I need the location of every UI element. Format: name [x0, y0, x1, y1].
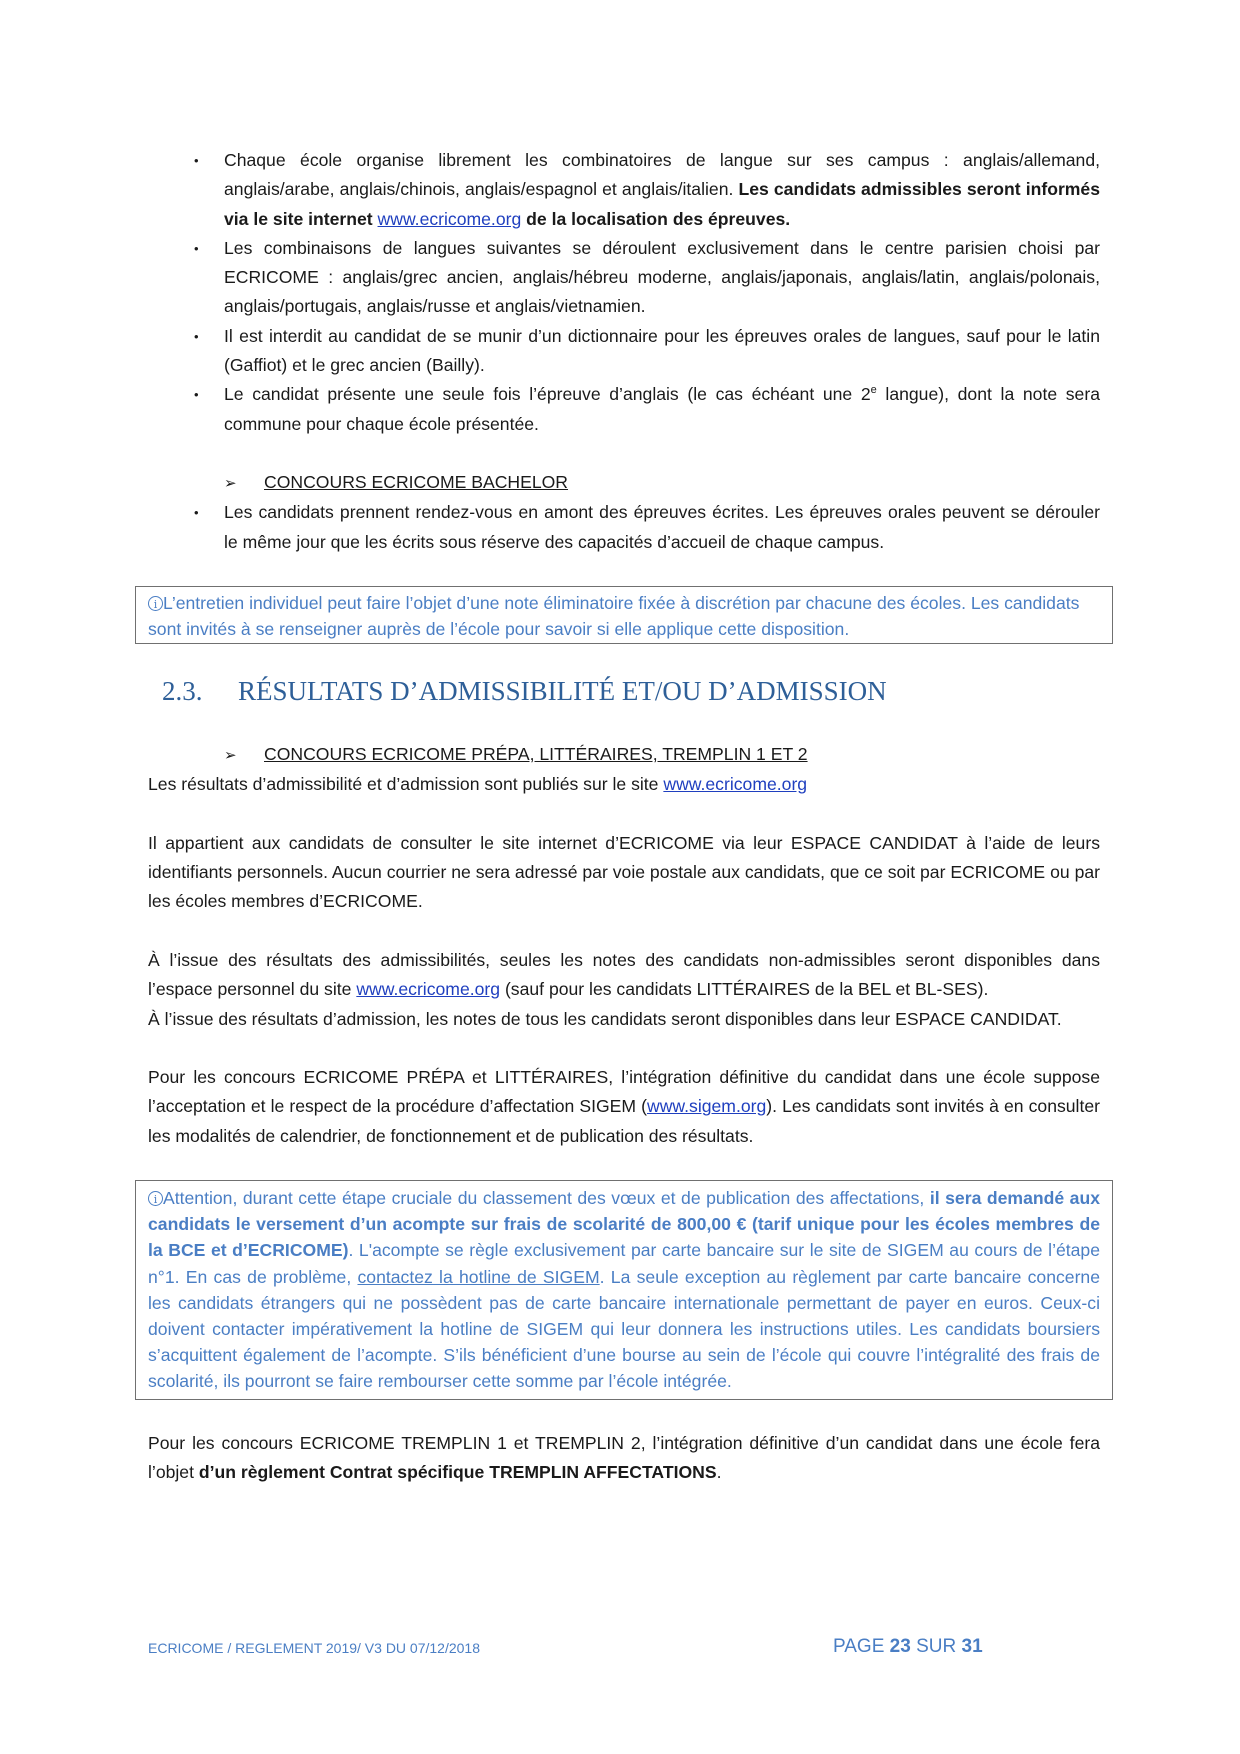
- list-item: • Il est interdit au candidat de se munir d’un dictionnaire pour les épreuves orales de langues, sauf pour le latin (Gaffiot) et le grec ancien (Bailly).: [148, 322, 1100, 381]
- list-item: • Le candidat présente une seule fois l’épreuve d’anglais (le cas échéant une 2e langue), dont la note sera commune pour chaque école présentée.: [148, 380, 1100, 439]
- arrow-bullet-icon: ➢: [224, 474, 237, 492]
- admission-paragraph: À l’issue des résultats d’admission, les notes de tous les candidats seront disponibles dans leur ESPACE CANDIDAT.: [148, 1008, 1062, 1029]
- sigem-hotline-link[interactable]: contactez la hotline de SIGEM: [357, 1266, 600, 1287]
- page-number: PAGE 23 SUR 31: [833, 1636, 983, 1657]
- tremplin-paragraph: Pour les concours ECRICOME TREMPLIN 1 et TREMPLIN 2, l’intégration définitive d’un candidat dans une école fera l’objet d’un règlement Contrat spécifique TREMPLIN AFFECTATIONS.: [148, 1432, 1100, 1483]
- sigem-paragraph: Pour les concours ECRICOME PRÉPA et LITTÉRAIRES, l’intégration définitive du candidat dans une école suppose l’acceptation et le respect de la procédure d’affectation SIGEM (www.sigem.org). Les candidats sont invités à en consulter les modalités de calendrier, de fonctionnement et de publication des résultats.: [148, 1067, 1100, 1146]
- section-number: 2.3.: [162, 675, 203, 706]
- list-item: • Chaque école organise librement les combinatoires de langue sur ses campus : anglais/allemand, anglais/arabe, anglais/chinois, anglais/espagnol et anglais/italien. Les candidats admissibles seront informés via le site internet www.ecricome.org de la localisation des épreuves.: [148, 146, 1100, 234]
- bullet-icon: •: [194, 505, 199, 521]
- info-icon: i: [148, 596, 163, 611]
- bullet-icon: •: [194, 387, 199, 403]
- info-note-entretien: i L’entretien individuel peut faire l’objet d’une note éliminatoire fixée à discrétion par chacune des écoles. Les candidats sont invités à se renseigner auprès de l’école pour savoir si elle applique cette disposition.: [135, 586, 1113, 644]
- ecricome-link[interactable]: www.ecricome.org: [356, 979, 501, 1000]
- espace-candidat-paragraph: Il appartient aux candidats de consulter le site internet d’ECRICOME via leur ESPACE CANDIDAT à l’aide de leurs identifiants personnels. Aucun courrier ne sera adressé par voie postale aux candidats, que ce soit par ECRICOME ou par les écoles membres d’ECRICOME.: [148, 832, 1100, 912]
- prepa-heading: ➢ CONCOURS ECRICOME PRÉPA, LITTÉRAIRES, TREMPLIN 1 ET 2: [148, 740, 1100, 770]
- admissibilite-paragraph: À l’issue des résultats des admissibilités, seules les notes des candidats non-admissibles seront disponibles dans l’espace personnel du site www.ecricome.org (sauf pour les candidats LITTÉRAIRES de la BEL et BL-SES).: [148, 949, 1100, 1000]
- results-paragraph: Les résultats d’admissibilité et d’admission sont publiés sur le site www.ecricome.org: [148, 774, 808, 795]
- sigem-link[interactable]: www.sigem.org: [647, 1096, 767, 1117]
- arrow-bullet-icon: ➢: [224, 746, 237, 764]
- section-title: RÉSULTATS D’ADMISSIBILITÉ ET/OU D’ADMISSION: [238, 675, 887, 706]
- ecricome-link[interactable]: www.ecricome.org: [663, 774, 808, 795]
- footer-reference: ECRICOME / REGLEMENT 2019/ V3 DU 07/12/2018: [148, 1640, 480, 1656]
- bachelor-heading: ➢ CONCOURS ECRICOME BACHELOR: [148, 468, 1100, 498]
- bullet-icon: •: [194, 240, 199, 256]
- list-item: • Les candidats prennent rendez-vous en amont des épreuves écrites. Les épreuves orales peuvent se dérouler le même jour que les écrits sous réserve des capacités d’accueil de chaque campus.: [148, 498, 1100, 557]
- section-heading: [162, 674, 1100, 708]
- language-bullets: [148, 146, 1100, 439]
- list-item: • Les combinaisons de langues suivantes se déroulent exclusivement dans le centre parisien choisi par ECRICOME : anglais/grec ancien, anglais/hébreu moderne, anglais/japonais, anglais/latin, anglais/polonais, anglais/portugais, anglais/russe et anglais/vietnamien.: [148, 234, 1100, 322]
- page-footer: [148, 1636, 998, 1660]
- bullet-icon: •: [194, 153, 199, 168]
- info-note-acompte: i Attention, durant cette étape cruciale du classement des vœux et de publication des affectations, il sera demandé aux candidats le versement d’un acompte sur frais de scolarité de 800,00 € (tarif unique pour les écoles membres de la BCE et d’ECRICOME). L'acompte se règle exclusivement par carte bancaire sur le site de SIGEM au cours de l’étape n°1. En cas de problème, contactez la hotline de SIGEM. La seule exception au règlement par carte bancaire concerne les candidats étrangers qui ne possèdent pas de carte bancaire internationale permettant de payer en euros. Ceux-ci doivent contacter impérativement la hotline de SIGEM qui leur donnera les instructions utiles. Les candidats boursiers s’acquittent également de l’acompte. S’ils bénéficient d’une bourse au sein de l’école qui couvre l’intégralité des frais de scolarité, ils pourront se faire rembourser cette somme par l’école intégrée.: [135, 1180, 1113, 1400]
- info-icon: i: [148, 1191, 163, 1206]
- page-content: [148, 146, 1100, 1488]
- bullet-icon: •: [194, 328, 199, 344]
- ecricome-link[interactable]: www.ecricome.org: [377, 208, 522, 229]
- bachelor-bullets: [148, 498, 1100, 557]
